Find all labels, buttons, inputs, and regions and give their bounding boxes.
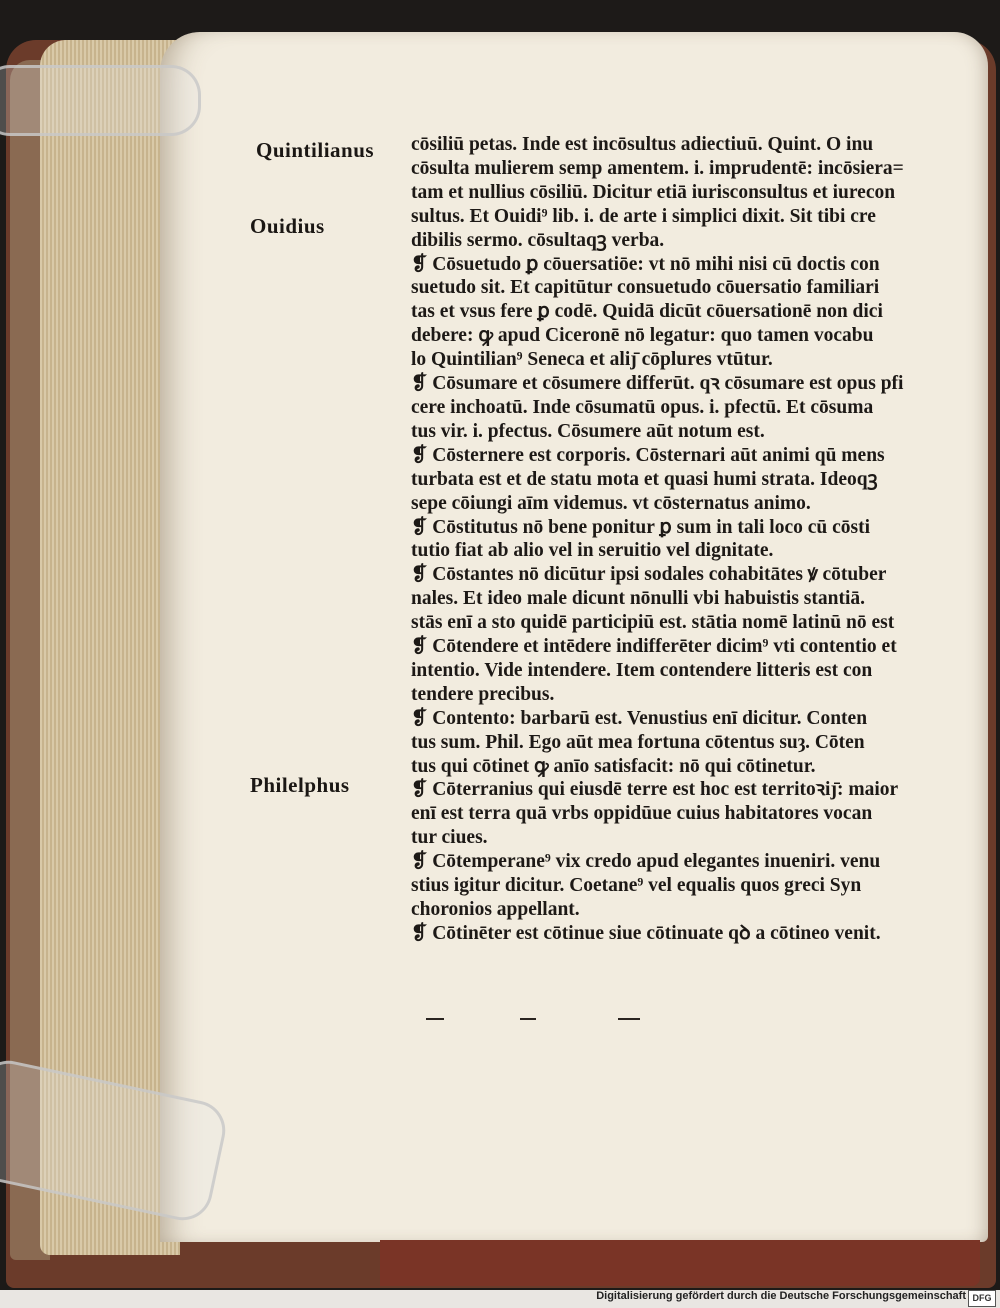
text-line: ❡ Contento: barbarū est. Venustius enī dicitur. Conten — [411, 707, 868, 729]
text-line: ❡ Cōtendere et intēdere indifferēter dicim⁹ vti contentio et — [411, 636, 897, 658]
text-line: nales. Et ideo male dicunt nōnulli vbi habuistis stantiā. — [411, 588, 866, 610]
text-line: cōsulta mulierem semp amentem. i. imprudentē: incōsiera= — [411, 157, 904, 179]
text-line: cere inchoatū. Inde cōsumatū opus. i. pfectū. Et cōsuma — [411, 396, 874, 418]
text-line: ❡ Cōterranius qui eiusdē terre est hoc est territoꝛiȷ̄: maior — [411, 779, 899, 801]
text-line: lo Quintilian⁹ Seneca et aliȷ̄ cōplures vtūtur. — [411, 349, 773, 371]
cover-bottom-edge — [380, 1240, 980, 1286]
main-text-column — [411, 133, 966, 946]
text-line: tendere precibus. — [411, 683, 555, 705]
footer-credit: Digitalisierung gefördert durch die Deutsche Forschungsgemeinschaft — [596, 1290, 966, 1302]
text-line: ❡ Cōtemperane⁹ vix credo apud elegantes inueniri. venu — [411, 851, 881, 873]
text-line: ❡ Cōsuetudo ꝑ cōuersatiōe: vt nō mihi nisi cū doctis con — [411, 253, 880, 275]
text-line: dibilis sermo. cōsultaqꝫ verba. — [411, 229, 665, 251]
text-line: stius igitur dicitur. Coetane⁹ vel equalis quos greci Syn — [411, 875, 862, 897]
text-line: debere: ꝙ apud Ciceronē nō legatur: quo tamen vocabu — [411, 325, 874, 347]
text-line: tus sum. Phil. Ego aūt mea fortuna cōtentus suȝ. Cōten — [411, 731, 865, 753]
dfg-logo-icon: DFG — [968, 1290, 996, 1307]
text-line: turbata est et de statu mota et quasi humi strata. Ideoqꝫ — [411, 468, 878, 490]
page-clip-top — [0, 65, 201, 136]
text-line: sultus. Et Ouidi⁹ lib. i. de arte i simplici dixit. Sit tibi cre — [411, 205, 876, 227]
text-line: intentio. Vide intendere. Item contendere litteris est con — [411, 659, 873, 681]
margin-note-ouidius: Ouidius — [250, 214, 325, 238]
text-line: tutio fiat ab alio vel in seruitio vel dignitate. — [411, 540, 774, 562]
text-line: ❡ Cōstitutus nō bene ponitur ꝑ sum in tali loco cū cōsti — [411, 516, 871, 538]
text-line: tur ciues. — [411, 827, 488, 849]
text-line: tus qui cōtinet ꝙ anīo satisfacit: nō qui cōtinetur. — [411, 755, 816, 777]
page-rule-mark — [618, 1018, 640, 1020]
text-line: stās enī a sto quidē participiū est. stātia nomē latinū nō est — [411, 612, 895, 634]
text-line: sepe cōiungi aīm videmus. vt cōsternatus animo. — [411, 492, 811, 514]
text-line: ❡ Cōsumare et cōsumere differūt. qꝛ cōsumare est opus pfi — [411, 373, 904, 395]
text-line: ❡ Cōstantes nō dicūtur ipsi sodales cohabitātes ꝟ cōtuber — [411, 564, 887, 586]
text-line: suetudo sit. Et capitūtur consuetudo cōuersatio familiari — [411, 277, 880, 299]
page-rule-mark — [426, 1018, 444, 1020]
text-line: tus vir. i. pfectus. Cōsumere aūt notum est. — [411, 420, 765, 442]
text-line: tam et nullius cōsiliū. Dicitur etiā iurisconsultus et iurecon — [411, 181, 896, 203]
text-line: tas et vsus fere ꝑ codē. Quidā dicūt cōuersationē non dici — [411, 301, 883, 323]
text-line: cōsiliū petas. Inde est incōsultus adiectiuū. Quint. O inu — [411, 134, 874, 155]
text-line: enī est terra quā vrbs oppidūue cuius habitatores vocan — [411, 803, 873, 825]
page-rule-mark — [520, 1018, 536, 1020]
text-line: choronios appellant. — [411, 899, 580, 920]
text-line: ❡ Cōsternere est corporis. Cōsternari aūt animi qū mens — [411, 444, 885, 466]
margin-note-quintilianus: Quintilianus — [256, 138, 375, 162]
margin-note-philelphus: Philelphus — [250, 773, 350, 797]
text-line: ❡ Cōtinēter est cōtinue siue cōtinuate qꝺ a cōtineo venit. — [411, 922, 881, 944]
